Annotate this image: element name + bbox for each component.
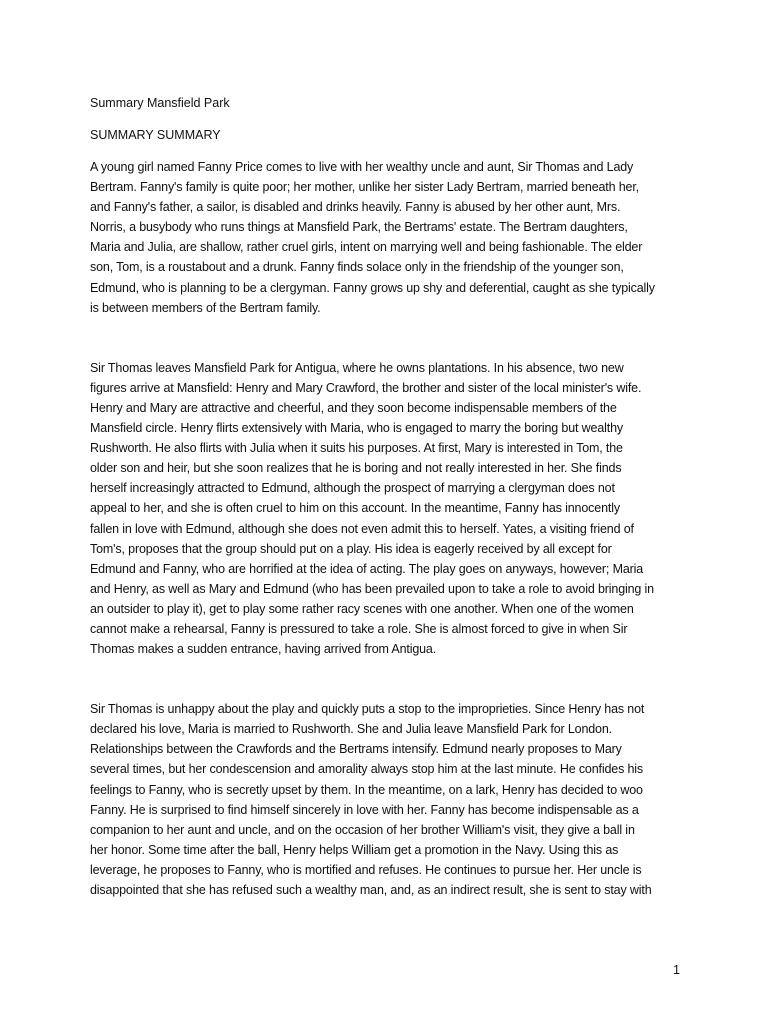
text-line: feelings to Fanny, who is secretly upset by them. In the meantime, on a lark, Henry has decided to woo (90, 782, 643, 797)
text-line: Bertram. Fanny's family is quite poor; her mother, unlike her sister Lady Bertram, married beneath her, (90, 180, 639, 195)
text-line: older son and heir, but she soon realizes that he is boring and not really interested in her. She finds (90, 461, 622, 476)
paragraph-3 (90, 699, 690, 900)
text-line: son, Tom, is a roustabout and a drunk. Fanny finds solace only in the friendship of the younger son, (90, 260, 624, 275)
text-line: Sir Thomas leaves Mansfield Park for Antigua, where he owns plantations. In his absence, two new (90, 360, 624, 375)
text-line: Sir Thomas is unhappy about the play and quickly puts a stop to the improprieties. Since Henry has not (90, 702, 645, 717)
text-line: Thomas makes a sudden entrance, having arrived from Antigua. (90, 642, 437, 657)
text-line: an outsider to play it), get to play some rather racy scenes with one another. When one of the women (90, 601, 634, 616)
text-line: is between members of the Bertram family. (90, 300, 321, 315)
document-body (90, 93, 690, 900)
text-line: figures arrive at Mansfield: Henry and Mary Crawford, the brother and sister of the local minister's wife. (90, 380, 642, 395)
section-heading: SUMMARY SUMMARY (90, 128, 221, 142)
text-line: Edmund, who is planning to be a clergyman. Fanny grows up shy and deferential, caught as she typically (90, 280, 655, 295)
text-line: fallen in love with Edmund, although she does not even admit this to herself. Yates, a visiting friend of (90, 521, 634, 536)
text-line: Fanny. He is surprised to find himself sincerely in love with her. Fanny has become indispensable as a (90, 802, 639, 817)
text-line: Rushworth. He also flirts with Julia when it suits his purposes. At first, Mary is interested in Tom, the (90, 441, 623, 456)
page-number: 1 (673, 963, 680, 977)
text-line: Tom's, proposes that the group should put on a play. His idea is eagerly received by all except for (90, 541, 612, 556)
text-line: A young girl named Fanny Price comes to live with her wealthy uncle and aunt, Sir Thomas and Lady (90, 160, 634, 174)
text-line: Henry and Mary are attractive and cheerful, and they soon become indispensable members of the (90, 400, 617, 415)
text-line: Norris, a busybody who runs things at Mansfield Park, the Bertrams' estate. The Bertram daughters, (90, 220, 628, 235)
text-line: her honor. Some time after the ball, Henry helps William get a promotion in the Navy. Using this as (90, 842, 619, 857)
text-line: appeal to her, and she is often cruel to him on this account. In the meantime, Fanny has innocently (90, 501, 620, 516)
text-line: Maria and Julia, are shallow, rather cruel girls, intent on marrying well and being fashionable. The elder (90, 240, 643, 255)
text-line: Mansfield circle. Henry flirts extensively with Maria, who is engaged to marry the boring but wealthy (90, 421, 624, 436)
text-line: companion to her aunt and uncle, and on the occasion of her brother William's visit, they give a ball in (90, 822, 635, 837)
text-line: leverage, he proposes to Fanny, who is mortified and refuses. He continues to pursue her. Her uncle is (90, 862, 642, 877)
text-line: herself increasingly attracted to Edmund, although the prospect of marrying a clergyman does not (90, 481, 615, 496)
paragraph-2 (90, 358, 690, 659)
text-line: several times, but her condescension and amorality always stop him at the last minute. He confides his (90, 762, 644, 777)
text-line: cannot make a rehearsal, Fanny is pressured to take a role. She is almost forced to give in when Sir (90, 621, 628, 636)
paragraph-1 (90, 157, 690, 318)
text-line: Relationships between the Crawfords and the Bertrams intensify. Edmund nearly proposes to Mary (90, 742, 622, 757)
text-line: disappointed that she has refused such a wealthy man, and, as an indirect result, she is sent to stay with (90, 883, 652, 897)
document-title: Summary Mansfield Park (90, 96, 230, 110)
text-line: and Fanny's father, a sailor, is disabled and drinks heavily. Fanny is abused by her other aunt, Mrs. (90, 200, 621, 215)
text-line: declared his love, Maria is married to Rushworth. She and Julia leave Mansfield Park for London. (90, 722, 612, 737)
text-line: and Henry, as well as Mary and Edmund (who has been prevailed upon to take a role to avoid bringing in (90, 581, 654, 596)
text-line: Edmund and Fanny, who are horrified at the idea of acting. The play goes on anyways, however; Maria (90, 561, 644, 576)
